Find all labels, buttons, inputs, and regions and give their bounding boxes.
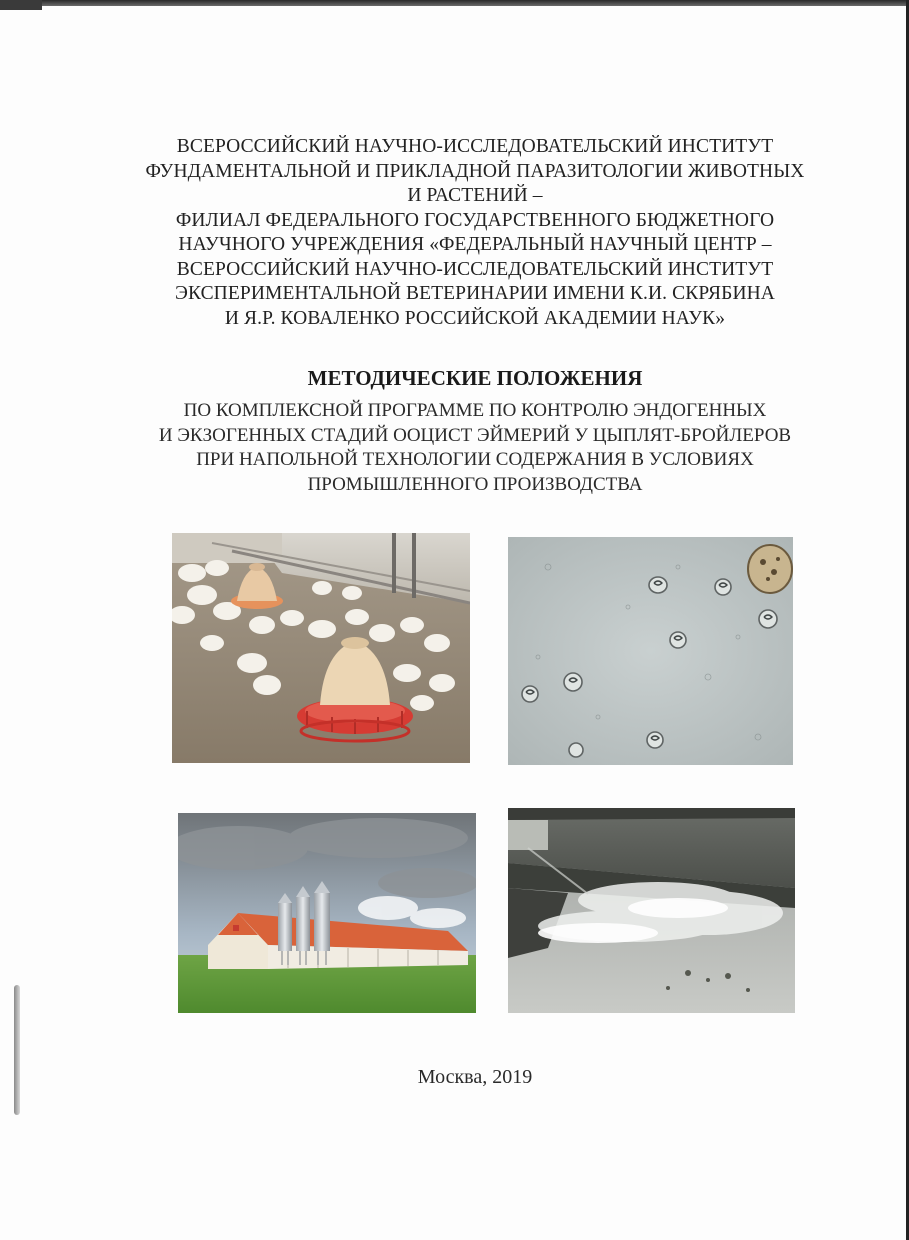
subtitle-line: ПРОМЫШЛЕННОГО ПРОИЗВОДСТВА — [307, 473, 643, 495]
eimeria-oocysts-micrograph — [508, 537, 793, 765]
header-line: ВСЕРОССИЙСКИЙ НАУЧНО-ИССЛЕДОВАТЕЛЬСКИЙ ИНСТИТУТ — [176, 136, 774, 157]
header-line: ФИЛИАЛ ФЕДЕРАЛЬНОГО ГОСУДАРСТВЕННОГО БЮДЖЕТНОГО — [175, 209, 775, 231]
scan-top-corner — [0, 0, 42, 10]
scan-top-edge — [0, 0, 909, 6]
institution-header — [60, 135, 890, 331]
header-line: И РАСТЕНИЙ – — [407, 185, 543, 206]
subtitle-line: ПО КОМПЛЕКСНОЙ ПРОГРАММЕ ПО КОНТРОЛЮ ЭНДОГЕННЫХ — [183, 400, 767, 421]
floor-disinfection-spray-photo — [508, 808, 795, 1013]
document-title: МЕТОДИЧЕСКИЕ ПОЛОЖЕНИЯ — [307, 366, 643, 390]
header-line: НАУЧНОГО УЧРЕЖДЕНИЯ «ФЕДЕРАЛЬНЫЙ НАУЧНЫЙ ЦЕНТР – — [178, 234, 772, 255]
header-line: ЭКСПЕРИМЕНТАЛЬНОЙ ВЕТЕРИНАРИИ ИМЕНИ К.И. СКРЯБИНА — [174, 283, 775, 304]
header-line: ФУНДАМЕНТАЛЬНОЙ И ПРИКЛАДНОЙ ПАРАЗИТОЛОГИИ ЖИВОТНЫХ — [145, 160, 805, 182]
document-subtitle — [60, 399, 890, 497]
header-line: ВСЕРОССИЙСКИЙ НАУЧНО-ИССЛЕДОВАТЕЛЬСКИЙ ИНСТИТУТ — [176, 258, 774, 280]
city-year: Москва, 2019 — [417, 1066, 533, 1088]
binding-mark — [14, 985, 20, 1115]
subtitle-line: И ЭКЗОГЕННЫХ СТАДИЙ ООЦИСТ ЭЙМЕРИЙ У ЦЫПЛЯТ-БРОЙЛЕРОВ — [158, 424, 792, 446]
header-line: И Я.Р. КОВАЛЕНКО РОССИЙСКОЙ АКАДЕМИИ НАУК» — [224, 307, 726, 329]
poultry-house-photo — [178, 813, 476, 1013]
subtitle-line: ПРИ НАПОЛЬНОЙ ТЕХНОЛОГИИ СОДЕРЖАНИЯ В УСЛОВИЯХ — [196, 449, 754, 470]
broiler-chickens-photo — [172, 533, 470, 763]
